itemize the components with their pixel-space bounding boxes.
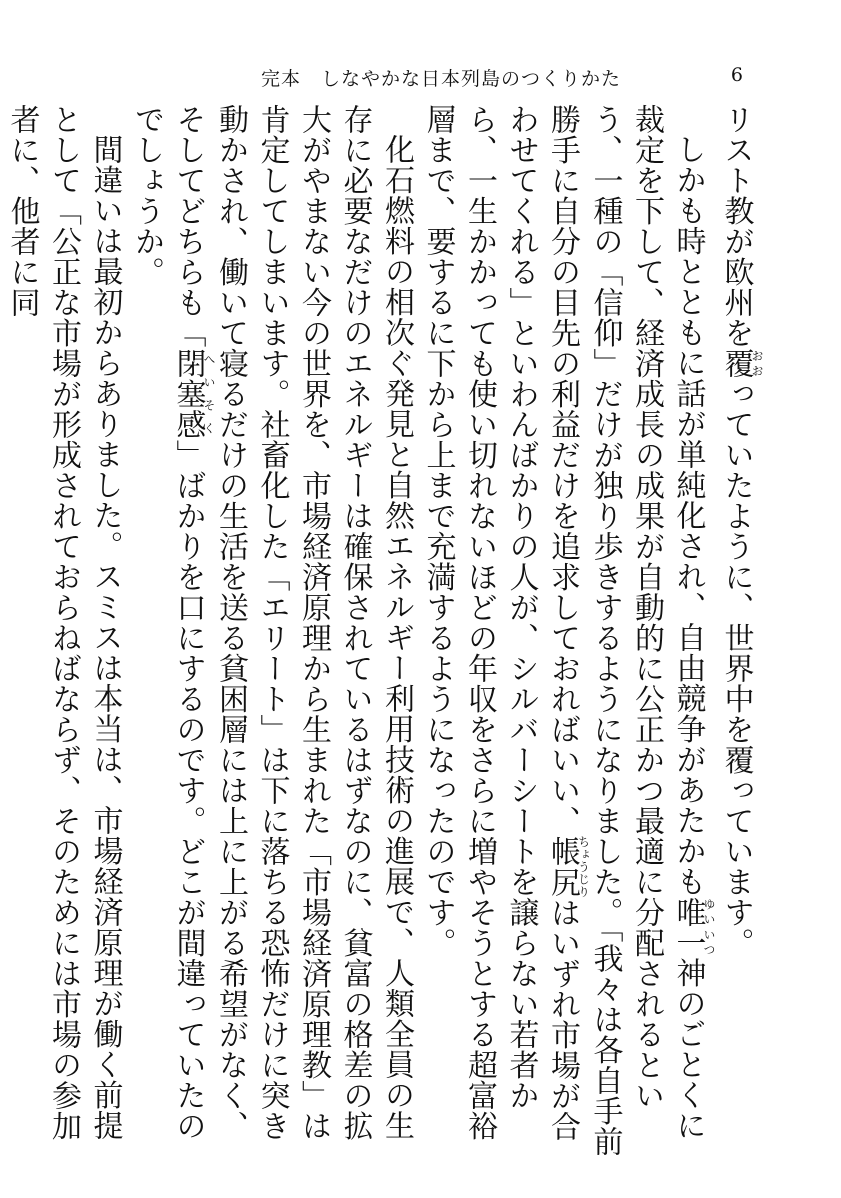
paragraph: リスト教が欧州を覆おおっていたように、世界中を覆っています。: [718, 104, 764, 958]
book-title: 完本 しなやかな日本列島のつくりかた: [260, 68, 621, 90]
page-number: 6: [730, 64, 743, 86]
furigana-reading: へいそく: [202, 348, 216, 440]
furigana-word: 帳尻ちょうじり: [545, 835, 591, 899]
body-text: [4, 104, 764, 1164]
furigana-word: 閉塞感へいそく: [170, 348, 216, 440]
furigana-reading: おお: [750, 348, 764, 379]
furigana-word: 唯一ゆいいつ: [670, 896, 716, 958]
running-header: [0, 64, 841, 94]
furigana-reading: ゆいいつ: [702, 896, 716, 958]
furigana-reading: ちょうじり: [576, 835, 591, 899]
paragraph: 化石燃料の相次ぐ発見と自然エネルギー利用技術の進展で、人類全員の生存に必要なだけのエネルギーは確保されているはずなのに、貧富の格差の拡大がやまない今の世界を、市場経済原理から生まれた「市場経済原理教」は肯定してしまいます。社畜化した「エリート」は下に落ちる恐怖だけに突き動かされ、働いて寝るだけの生活を送る貧困層には上に上がる希望がなく、そしてどちらも「閉塞感へいそく」ばかりを口にするのです。どこが間違っていたのでしょうか。: [129, 104, 414, 1141]
furigana-word: 覆おお: [718, 348, 764, 379]
paragraph: しかも時とともに話が単純化され、自由競争があたかも唯一ゆいいつ神のごとくに裁定を下して、経済成長の成果が自動的に公正かつ最適に分配されるという、一種の「信仰」だけが独り歩きするようになりました。「我々は各自手前勝手に自分の目先の利益だけを追求しておればいい、帳尻ちょうじりはいずれ市場が合わせてくれる」といわんばかりの人が、シルバーシートを譲らない若者から、一生かかっても使い切れないほどの年収をさらに増やそうとする超富裕層まで、要するに下から上まで充満するようになったのです。: [420, 104, 716, 1157]
paragraph: 間違いは最初からありました。スミスは本当は、市場経済原理が働く前提として「公正な市場が形成されておらねばならず、そのためには市場の参加者に、他者に同: [4, 104, 123, 1141]
